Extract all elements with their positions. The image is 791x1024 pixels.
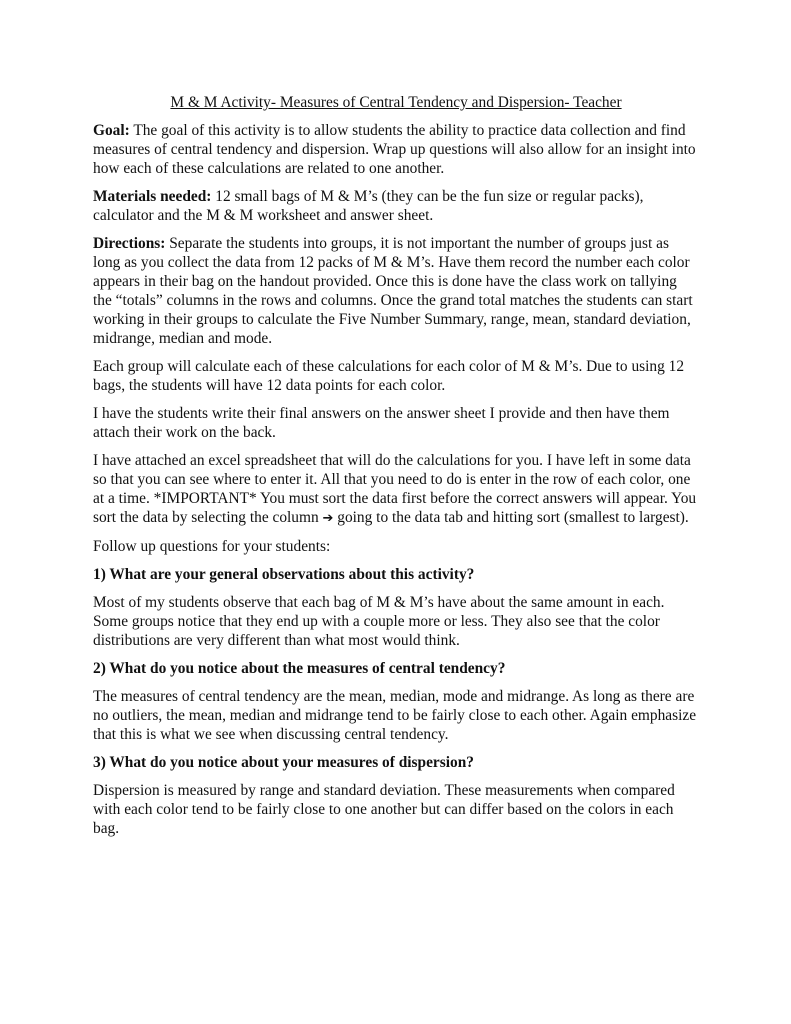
answer-sheet-paragraph: I have the students write their final answers on the answer sheet I provide and then have them attach their work on the back. [93, 405, 670, 441]
goal-paragraph [93, 121, 699, 178]
arrow-right-icon: ➔ [322, 511, 334, 526]
materials-paragraph [93, 187, 699, 225]
each-group-paragraph: Each group will calculate each of these calculations for each color of M & M’s. Due to using 12 bags, the students will have 12 data points for each color. [93, 358, 685, 394]
materials-text: 12 small bags of M & M’s (they can be the fun size or regular packs), calculator and the M & M worksheet and answer sheet. [93, 188, 644, 224]
goal-label: Goal: [93, 122, 130, 139]
question-3: 3) What do you notice about your measures of dispersion? [93, 754, 474, 771]
goal-text: The goal of this activity is to allow students the ability to practice data collection and find measures of central tendency and dispersion. Wrap up questions will also allow for an insight into how each of these calculations are related to one another. [93, 122, 696, 177]
answer-1: Most of my students observe that each bag of M & M’s have about the same amount in each. Some groups notice that they end up with a couple more or less. They also see that the color distributions are very different than what most would think. [93, 594, 665, 649]
excel-text-before: I have attached an excel spreadsheet that will do the calculations for you. I have left in some data so that you can see where to enter it. All that you need to do is enter in the row of each color, one at a time. *IMPORTANT* You must sort the data first before the correct answers will appear. You sort the data by selecting the column [93, 452, 697, 526]
excel-text-after: going to the data tab and hitting sort (smallest to largest). [333, 509, 689, 526]
page-title: M & M Activity- Measures of Central Tendency and Dispersion- Teacher [170, 94, 622, 111]
question-2: 2) What do you notice about the measures of central tendency? [93, 660, 506, 677]
answer-3: Dispersion is measured by range and standard deviation. These measurements when compared with each color tend to be fairly close to one another but can differ based on the colors in each bag. [93, 782, 675, 837]
question-1: 1) What are your general observations about this activity? [93, 566, 475, 583]
directions-text: Separate the students into groups, it is not important the number of groups just as long as you collect the data from 12 packs of M & M’s. Have them record the number each color appears in their bag on the handout provided. Once this is done have the class work on tallying the “totals” columns in the rows and columns. Once the grand total matches the students can start working in their groups to calculate the Five Number Summary, range, mean, standard deviation, midrange, median and mode. [93, 235, 693, 347]
excel-paragraph [93, 451, 699, 528]
materials-label: Materials needed: [93, 188, 212, 205]
followup-intro: Follow up questions for your students: [93, 538, 331, 555]
directions-label: Directions: [93, 235, 166, 252]
answer-2: The measures of central tendency are the mean, median, mode and midrange. As long as there are no outliers, the mean, median and midrange tend to be fairly close to each other. Again emphasize that this is what we see when discussing central tendency. [93, 688, 697, 743]
directions-paragraph [93, 234, 699, 348]
